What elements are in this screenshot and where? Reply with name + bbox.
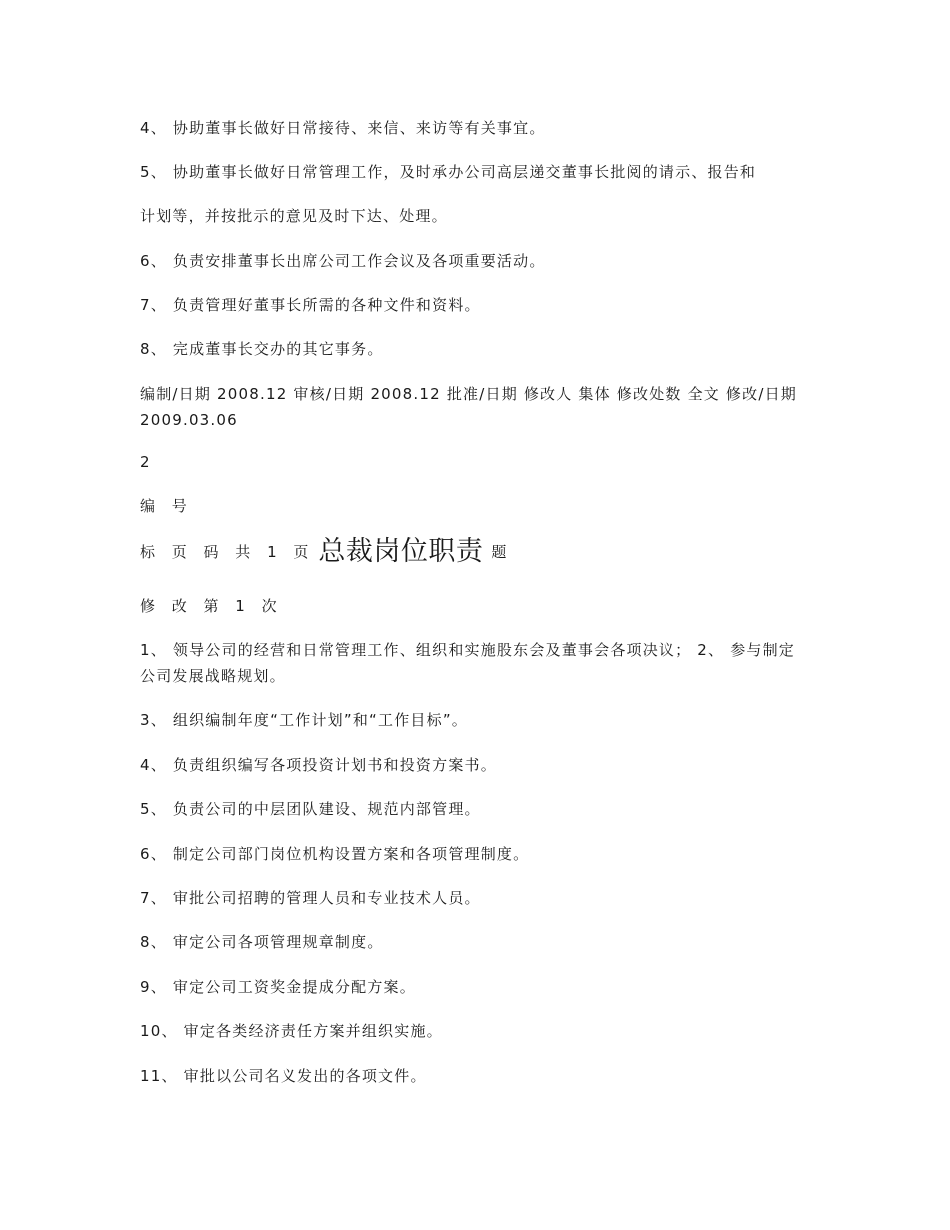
duty-item: 8、 完成董事长交办的其它事务。: [140, 340, 384, 358]
document-title: 总裁岗位职责: [318, 536, 484, 567]
duty-item: 7、 审批公司招聘的管理人员和专业技术人员。: [140, 889, 481, 907]
title-suffix: 题: [491, 543, 508, 561]
duty-item: 6、 负责安排董事长出席公司工作会议及各项重要活动。: [140, 252, 546, 270]
title-row: [140, 536, 810, 567]
duty-item: 4、 协助董事长做好日常接待、来信、来访等有关事宜。: [140, 119, 546, 137]
duty-item: 10、 审定各类经济责任方案并组织实施。: [140, 1022, 443, 1040]
page-number: 2: [140, 453, 151, 471]
duty-item: 8、 审定公司各项管理规章制度。: [140, 933, 384, 951]
revision-footer: 编制/日期 2008.12 审核/日期 2008.12 批准/日期 修改人 集体 修改处数 全文 修改/日期 2009.03.06: [140, 385, 797, 429]
duty-item: 6、 制定公司部门岗位机构设置方案和各项管理制度。: [140, 845, 530, 863]
duty-item-continuation: 计划等，并按批示的意见及时下达、处理。: [140, 207, 448, 225]
page-count-label: 标 页 码 共 1 页: [140, 543, 315, 561]
duty-item: 9、 审定公司工资奖金提成分配方案。: [140, 978, 416, 996]
duty-item: 4、 负责组织编写各项投资计划书和投资方案书。: [140, 756, 497, 774]
duty-item: 1、 领导公司的经营和日常管理工作、组织和实施股东会及董事会各项决议； 2、 参与制定公司发展战略规划。: [140, 641, 795, 685]
duty-item: 5、 协助董事长做好日常管理工作，及时承办公司高层递交董事长批阅的请示、报告和: [140, 163, 757, 181]
duty-item: 11、 审批以公司名义发出的各项文件。: [140, 1067, 427, 1085]
revision-count: 修 改 第 1 次: [140, 597, 283, 615]
document-number-label: 编 号: [140, 497, 193, 515]
duty-item: 5、 负责公司的中层团队建设、规范内部管理。: [140, 800, 481, 818]
duty-item: 7、 负责管理好董事长所需的各种文件和资料。: [140, 296, 481, 314]
duty-item: 3、 组织编制年度“工作计划”和“工作目标”。: [140, 711, 468, 729]
